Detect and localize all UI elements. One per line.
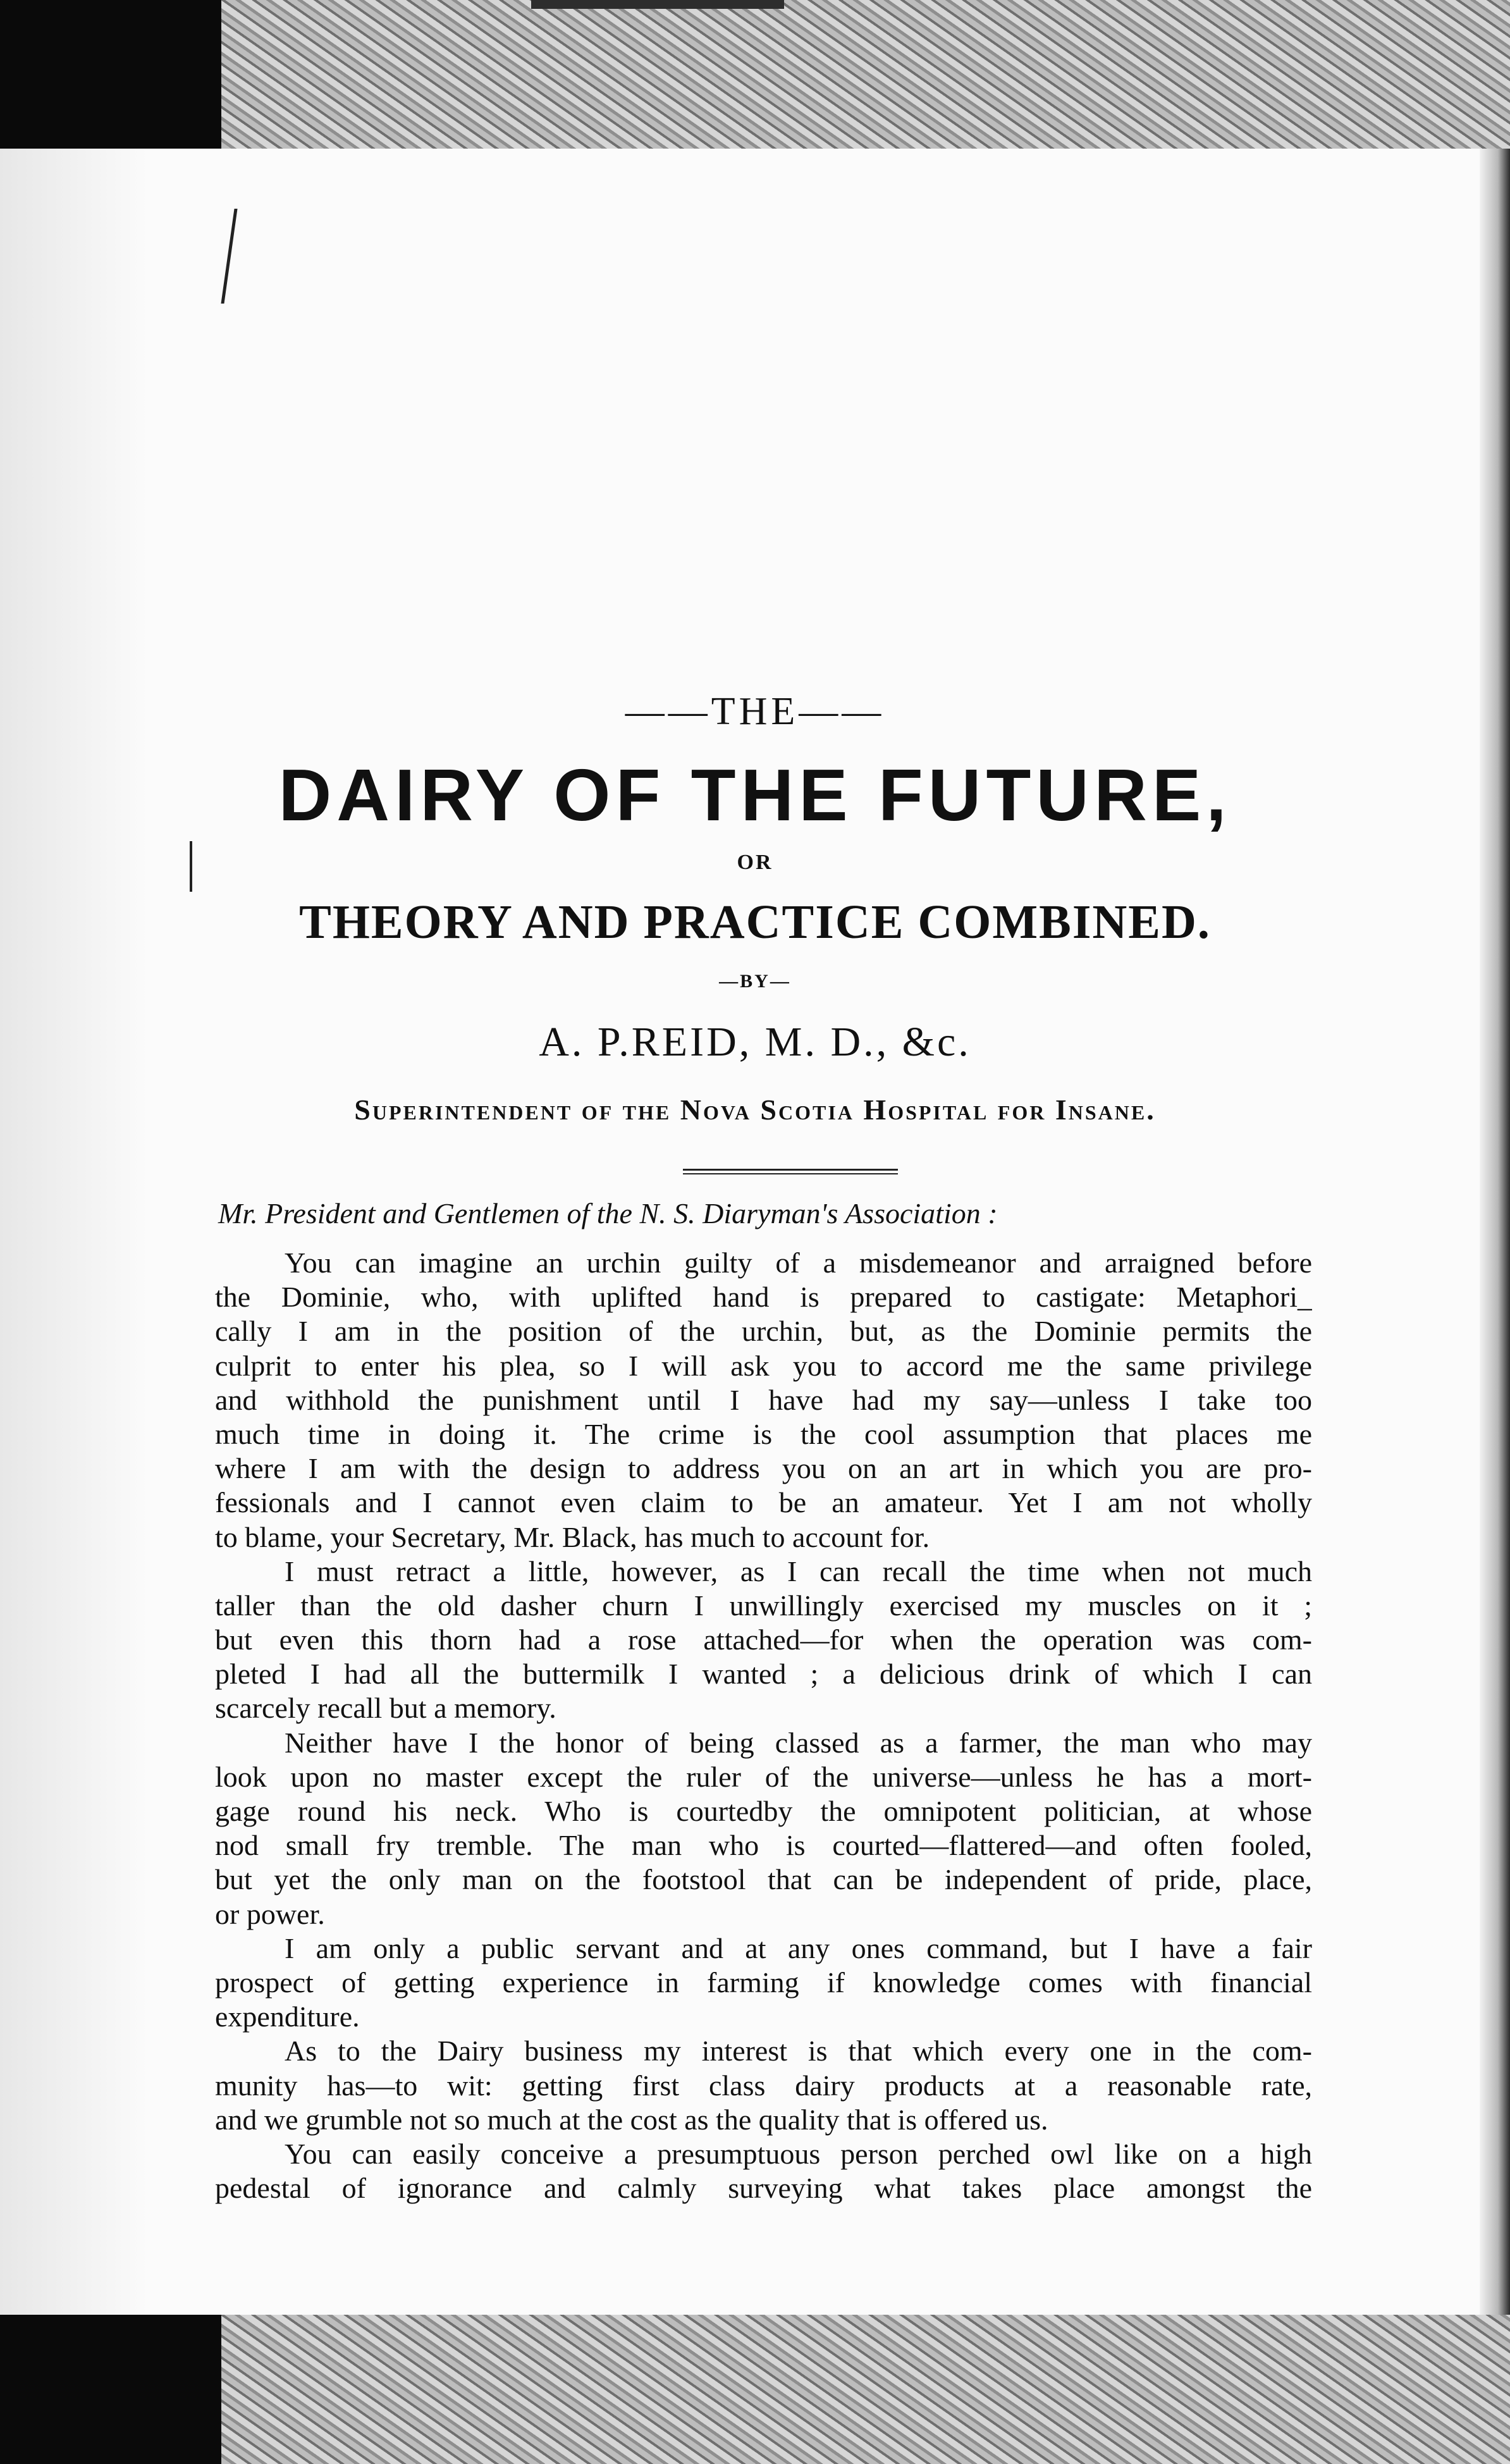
text-line: As to the Dairy business my interest is that which every one in the com- [285, 2035, 1312, 2067]
page-right-edge [1480, 149, 1510, 2315]
text-line: and withhold the punishment until I have had my say—unless I take too [215, 1383, 1312, 1416]
main-title: DAIRY OF THE FUTURE, [278, 754, 1232, 836]
text-line: cally I am in the position of the urchin, but, as the Dominie permits the [215, 1315, 1312, 1348]
text-line: but even this thorn had a rose attached—for when the operation was com- [215, 1623, 1312, 1656]
text-line: munity has—to wit: getting first class dairy products at a reasonable rate, [215, 2069, 1312, 2102]
title-prefix: ——THE—— [625, 690, 885, 733]
text-line: scarcely recall but a memory. [215, 1692, 556, 1725]
subtitle: THEORY AND PRACTICE COMBINED. [299, 896, 1211, 949]
text-line: where I am with the design to address you on an art in which you are pro- [215, 1452, 1312, 1485]
text-line: to blame, your Secretary, Mr. Black, has much to account for. [215, 1520, 930, 1553]
text-line: pleted I had all the buttermilk I wanted ; a delicious drink of which I can [215, 1658, 1312, 1691]
author-name: A. P.REID, M. D., &c. [539, 1019, 971, 1065]
text-line: fessionals and I cannot even claim to be an amateur. Yet I am not wholly [215, 1486, 1312, 1519]
text-line: prospect of getting experience in farming if knowledge comes with financial [215, 1966, 1312, 1999]
author-position: Superintendent of the Nova Scotia Hospital for Insane. [354, 1093, 1156, 1126]
salutation: Mr. President and Gentlemen of the N. S. Diaryman's Association : [218, 1197, 998, 1229]
text-line: but yet the only man on the footstool that can be independent of pride, place, [215, 1863, 1312, 1896]
scan-background-top [221, 0, 1510, 149]
text-line: the Dominie, who, with uplifted hand is prepared to castigate: Metaphori_ [215, 1281, 1312, 1314]
text-line: and we grumble not so much at the cost as the quality that is offered us. [215, 2103, 1048, 2136]
text-line: taller than the old dasher churn I unwillingly exercised my muscles on it ; [215, 1589, 1312, 1622]
title-or: OR [737, 851, 773, 874]
section-divider [683, 1169, 898, 1174]
text-line: or power. [215, 1897, 325, 1930]
text-line: gage round his neck. Who is courtedby the omnipotent politician, at whose [215, 1795, 1312, 1827]
scan-background-bottom [221, 2315, 1510, 2464]
text-line: You can imagine an urchin guilty of a misdemeanor and arraigned before [285, 1247, 1312, 1279]
text-line: Neither have I the honor of being classed as a farmer, the man who may [285, 1726, 1312, 1759]
text-line: culprit to enter his plea, so I will ask you to accord me the same privilege [215, 1349, 1312, 1382]
text-line: pedestal of ignorance and calmly surveying what takes place amongst the [215, 2172, 1312, 2205]
text-line: much time in doing it. The crime is the cool assumption that places me [215, 1417, 1312, 1450]
text-line: nod small fry tremble. The man who is courted—flattered—and often fooled, [215, 1829, 1312, 1862]
body-text [215, 1246, 1312, 2205]
text-line: I am only a public servant and at any ones command, but I have a fair [285, 1931, 1312, 1964]
text-line: I must retract a little, however, as I can recall the time when not much [285, 1555, 1312, 1587]
byline-label: —BY— [719, 971, 791, 992]
page-gutter-shadow [0, 149, 247, 2315]
text-line: expenditure. [215, 2000, 360, 2033]
text-line: You can easily conceive a presumptuous person perched owl like on a high [285, 2137, 1312, 2170]
text-line: look upon no master except the ruler of the universe—unless he has a mort- [215, 1760, 1312, 1793]
scan-edge-label [531, 0, 784, 9]
